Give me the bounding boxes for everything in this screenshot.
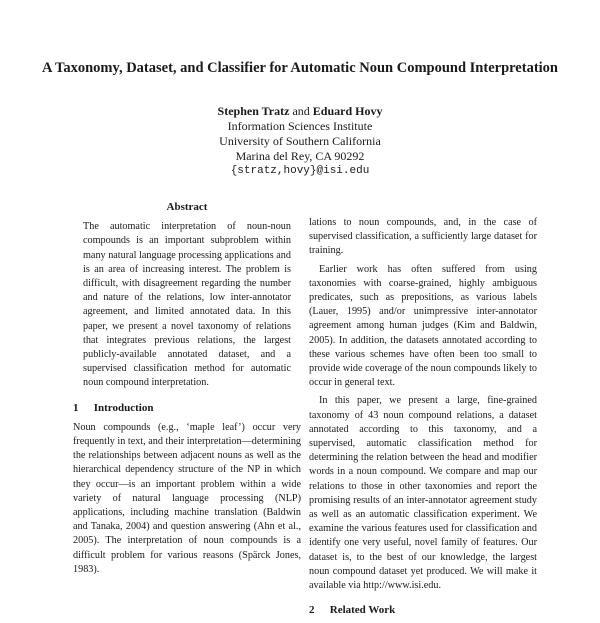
body-paragraph-continuation: lations to noun compounds, and, in the case of supervised classification, a sufficiently large dataset for training. bbox=[309, 217, 537, 257]
affiliation-line: University of Southern California bbox=[219, 134, 381, 148]
author-name: Eduard Hovy bbox=[312, 104, 383, 118]
body-paragraph: Noun compounds (e.g., ‘maple leaf’) occur very frequently in text, and their interpretation—determining the relationships between adjacent nouns as well as the hierarchical dependency structure of the NP in which they occur—is an important problem within a wide variety of natural language processing (NLP) applications, including machine translation (Baldwin and Tanaka, 2004) and question answering (Ahn et al., 2005). The interpretation of noun compounds is a difficult problem for various reasons (Spärck Jones, 1983). bbox=[73, 421, 302, 575]
affiliation-line: Information Sciences Institute bbox=[227, 119, 373, 133]
author-joiner: and bbox=[292, 104, 310, 118]
abstract-heading: Abstract bbox=[166, 201, 208, 213]
paper-title: A Taxonomy, Dataset, and Classifier for Automatic Noun Compound Interpretation bbox=[41, 60, 558, 76]
body-paragraph: Earlier work has often suffered from using taxonomies with coarse-grained, highly ambiguous predicates, such as prepositions, as various labels (Lauer, 1995) and/or unimpressive inter-annotator agreement among human judges (Kim and Baldwin, 2005). In addition, the datasets annotated according to these various schemes have often been too small to provide wide coverage of the noun compounds likely to occur in general text. bbox=[309, 263, 537, 389]
affiliation-line: Marina del Rey, CA 90292 bbox=[235, 149, 365, 163]
body-paragraph: In this paper, we present a large, fine-grained taxonomy of 43 noun compound relations, a dataset annotated according to this taxonomy, and a supervised, automatic classification method for determining the relation between the head and modifier words in a noun compound. We compare and map our relations to those in other taxonomies and report the promising results of an inter-annotator agreement study as well as an automatic classification experiment. We examine the various features used for classification and identify one very useful, novel family of features. Our dataset is, to the best of our knowledge, the largest noun compound dataset yet produced. We will make it available via http://www.isi.edu. bbox=[309, 395, 537, 592]
right-column bbox=[309, 216, 537, 623]
section-title: Introduction bbox=[93, 401, 154, 414]
section-heading-related-work bbox=[309, 603, 537, 617]
author-names bbox=[100, 104, 500, 119]
author-block bbox=[100, 104, 500, 179]
abstract-text: The automatic interpretation of noun-noun compounds is an important subproblem within many natural language processing applications and is an area of increasing interest. The problem is difficult, with disagreement regarding the number and nature of the relations, low inter-annotator agreement, and limited annotated data. In this paper, we present a novel taxonomy of relations that integrates previous relations, the largest publicly-available annotated dataset, and a supervised classification method for automatic noun compound interpretation. bbox=[83, 221, 291, 389]
author-name: Stephen Tratz bbox=[217, 104, 290, 118]
section-title: Related Work bbox=[329, 604, 396, 617]
section-number: 1 bbox=[73, 401, 79, 414]
left-column bbox=[73, 200, 301, 577]
section-number: 2 bbox=[309, 604, 315, 617]
author-email: {stratz,hovy}@isi.edu bbox=[230, 165, 370, 177]
section-heading-introduction bbox=[73, 401, 301, 415]
